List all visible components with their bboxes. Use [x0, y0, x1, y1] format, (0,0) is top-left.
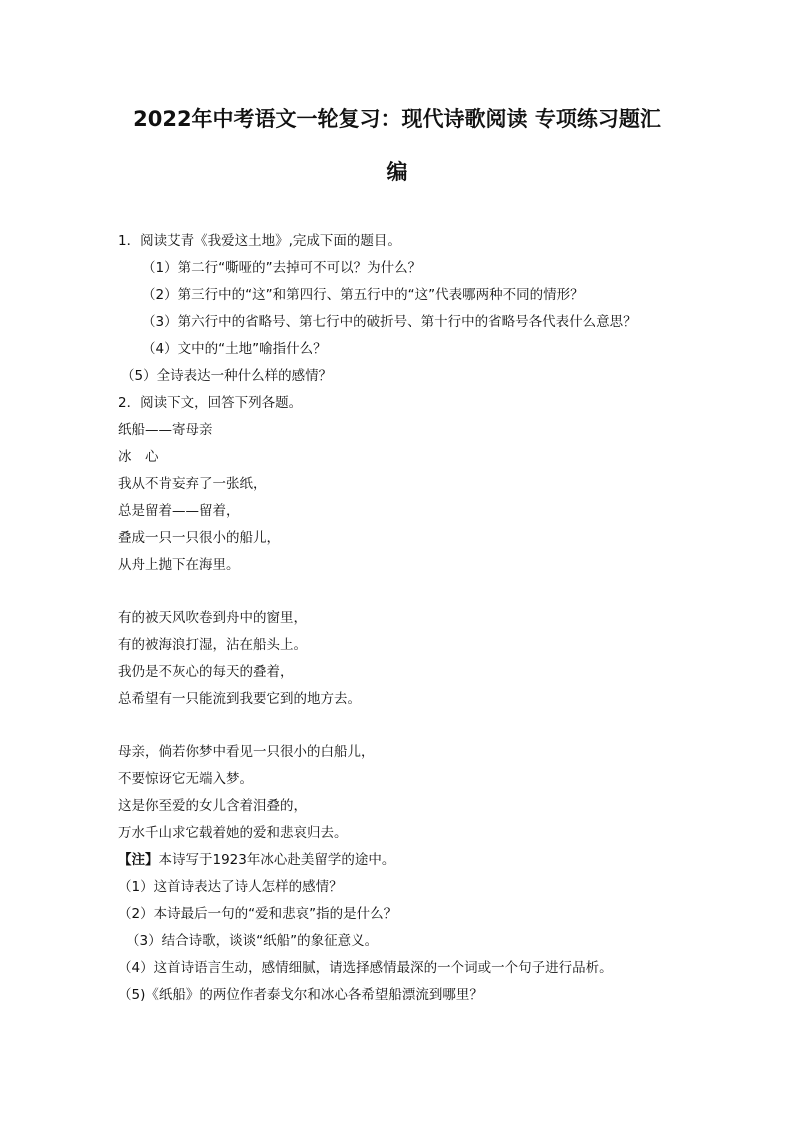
question-1-sub-5: （5）全诗表达一种什么样的感情？: [121, 368, 333, 384]
poem-stanza-2: [118, 605, 738, 713]
poem-author: 冰 心: [118, 449, 159, 465]
question-1-sub-3: （3）第六行中的省略号、第七行中的破折号、第十行中的省略号各代表什么意思？: [142, 314, 637, 330]
question-1-sub-2: （2）第三行中的“这”和第四行、第五行中的“这”代表哪两种不同的情形？: [142, 287, 584, 303]
poem-note: [118, 847, 738, 874]
question-2: [118, 390, 738, 1009]
poem-line: 总是留着——留着，: [118, 503, 240, 519]
stanza-gap: [118, 579, 738, 605]
poem-title: 纸船——寄母亲: [118, 422, 213, 438]
question-2-sub-2: （2）本诗最后一句的“爱和悲哀”指的是什么？: [118, 906, 398, 922]
question-1: [118, 228, 738, 390]
poem-line: 有的被海浪打湿，沾在船头上。: [118, 637, 307, 653]
poem-note-text: 本诗写于1923年冰心赴美留学的途中。: [158, 852, 396, 868]
poem-line: 叠成一只一只很小的船儿，: [118, 530, 280, 546]
poem-line: 不要惊讶它无端入梦。: [118, 771, 253, 787]
stanza-gap: [118, 713, 738, 739]
poem-line: 我从不肯妄弃了一张纸，: [118, 476, 267, 492]
poem-line: 有的被天风吹卷到舟中的窗里，: [118, 610, 307, 626]
poem-line: 母亲，倘若你梦中看见一只很小的白船儿，: [118, 744, 375, 760]
poem-note-label: 【注】: [118, 852, 159, 868]
question-2-stem: 2．阅读下文，回答下列各题。: [118, 395, 303, 411]
question-2-sub-4: （4）这首诗语言生动，感情细腻，请选择感情最深的一个词或一个句子进行品析。: [118, 960, 613, 976]
poem-stanza-1: [118, 471, 738, 579]
question-2-sub-1: （1）这首诗表达了诗人怎样的感情？: [118, 879, 343, 895]
poem-line: 总希望有一只能流到我要它到的地方去。: [118, 691, 361, 707]
poem-line: 从舟上抛下在海里。: [118, 557, 240, 573]
poem-stanza-3: [118, 739, 738, 847]
question-2-sub-5: （5)《纸船》的两位作者泰戈尔和冰心各希望船漂流到哪里？: [118, 987, 483, 1003]
question-2-sub-3: （3）结合诗歌，谈谈“纸船”的象征意义。: [126, 933, 379, 949]
question-1-stem: 1．阅读艾青《我爱这土地》,完成下面的题目。: [118, 233, 401, 249]
question-1-sub-1: （1）第二行“嘶哑的”去掉可不可以？为什么？: [142, 260, 422, 276]
document-title-line-1: 2022年中考语文一轮复习：现代诗歌阅读 专项练习题汇: [133, 107, 661, 131]
poem-line: 我仍是不灰心的每天的叠着，: [118, 664, 294, 680]
document-title-line-2: 编: [386, 160, 408, 184]
question-1-sub-4: （4）文中的“土地”喻指什么？: [142, 341, 327, 357]
poem-line: 这是你至爱的女儿含着泪叠的，: [118, 798, 307, 814]
document-body: [118, 228, 738, 1009]
poem-line: 万水千山求它载着她的爱和悲哀归去。: [118, 825, 348, 841]
